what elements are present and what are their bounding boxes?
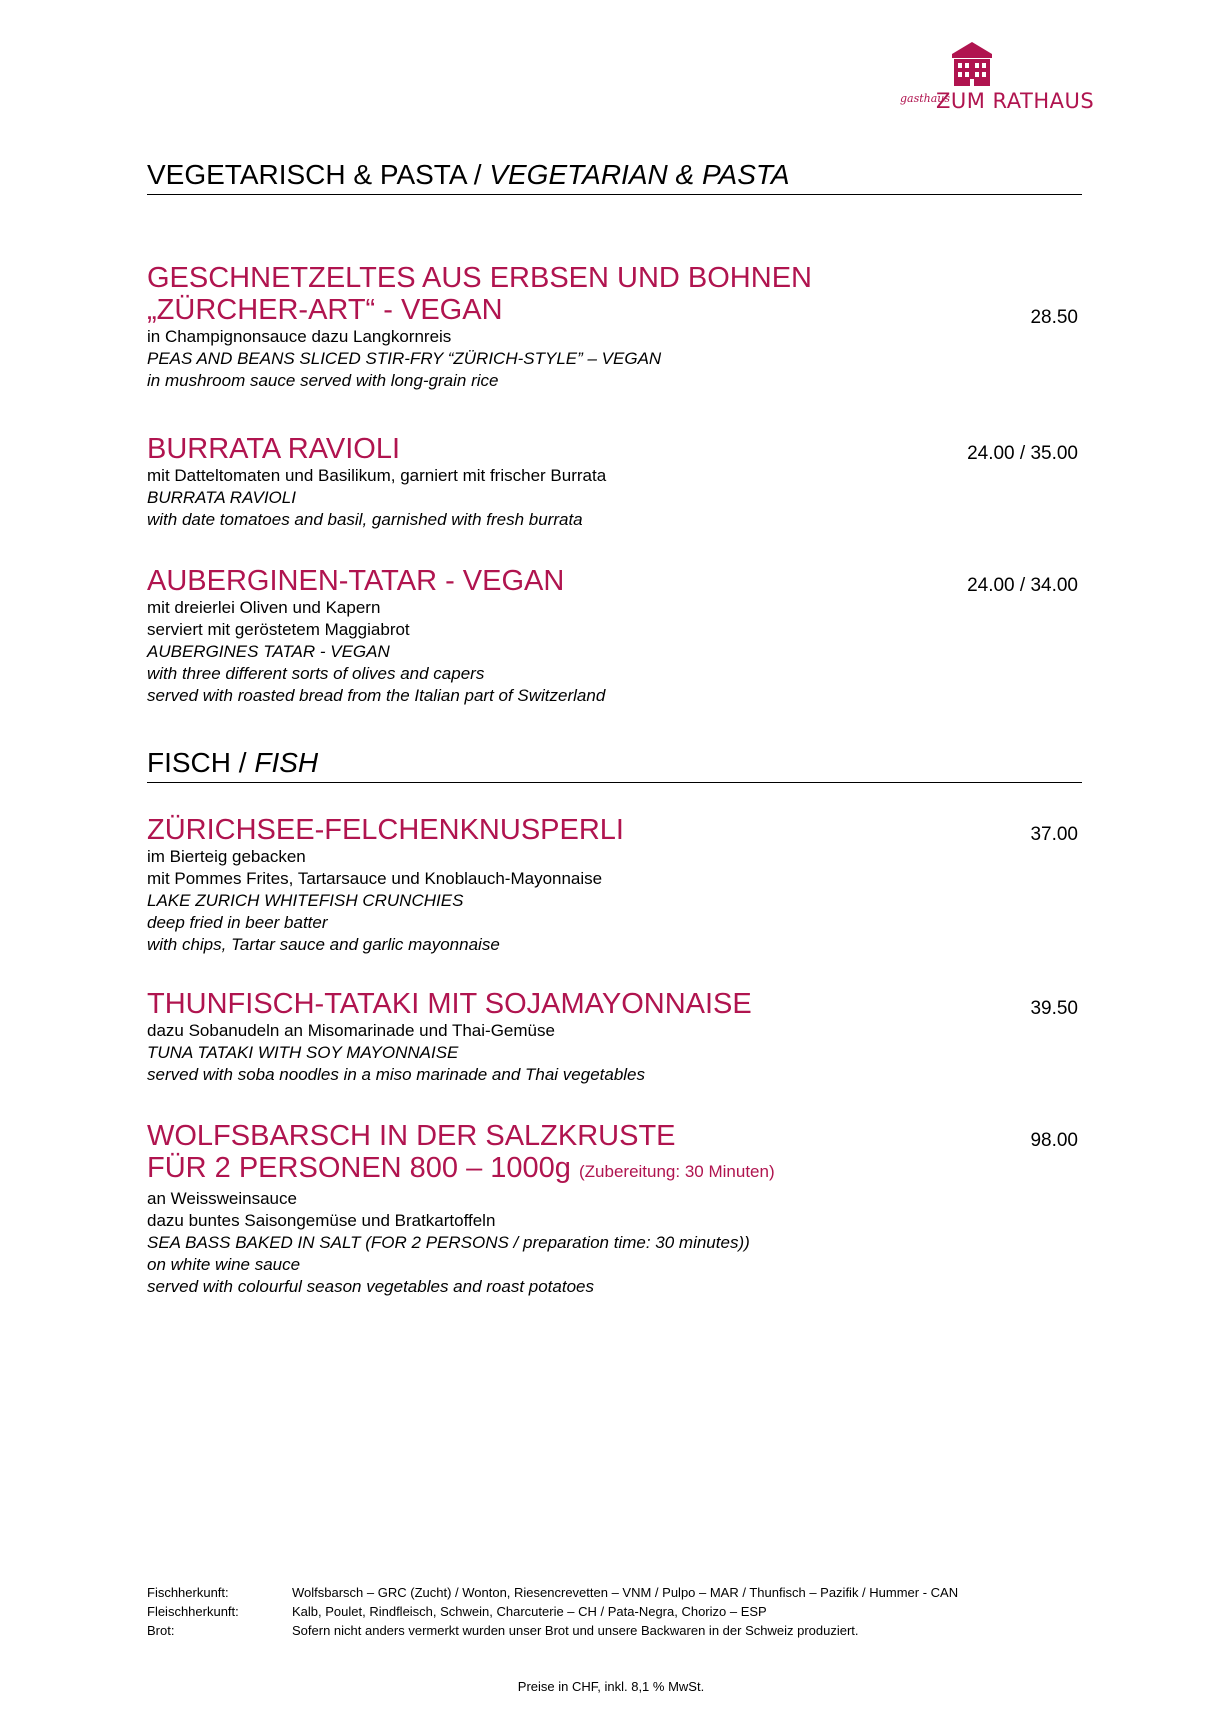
menu-item [147,1120,1082,1298]
menu-item [147,262,1082,392]
item-name-line: WOLFSBARSCH IN DER SALZKRUSTE [147,1120,676,1152]
item-description-en: served with colourful season vegetables and roast potatoes [147,1277,594,1296]
menu-item [147,433,1082,531]
item-price: 24.00 / 35.00 [967,443,1078,464]
logo-subtitle: gasthaus [900,92,951,105]
item-description-de: dazu buntes Saisongemüse und Bratkartoffeln [147,1211,496,1230]
building-icon [948,40,996,86]
item-description-en: deep fried in beer batter [147,913,328,932]
item-name: ZÜRICHSEE-FELCHENKNUSPERLI [147,814,624,846]
item-description-en: served with soba noodles in a miso marinade and Thai vegetables [147,1065,646,1084]
footer-label: Fleischherkunft: [147,1604,239,1619]
item-name [147,1120,1082,1188]
menu-item [147,565,1082,707]
item-price: 24.00 / 34.00 [967,575,1078,596]
footer-text: Sofern nicht anders vermerkt wurden unser Brot und unsere Backwaren in der Schweiz produziert. [292,1623,859,1638]
item-description-de: mit dreierlei Oliven und Kapern [147,598,381,617]
section-title-en: VEGETARIAN & PASTA [489,159,790,190]
menu-item [147,988,1082,1086]
footer-row [147,1602,958,1621]
logo-name: ZUM RATHAUS [936,89,1095,113]
footer-text: Wolfsbarsch – GRC (Zucht) / Wonton, Riesencrevetten – VNM / Pulpo – MAR / Thunfisch – Pazifik / Hummer - CAN [292,1585,959,1600]
section-title-de: FISCH / [147,747,247,778]
footer-label: Brot: [147,1623,175,1638]
item-name [147,262,1082,326]
item-description-en: SEA BASS BAKED IN SALT (FOR 2 PERSONS / preparation time: 30 minutes)) [147,1233,750,1252]
item-description-de: im Bierteig gebacken [147,847,306,866]
restaurant-logo [900,40,1100,120]
item-name-line: GESCHNETZELTES AUS ERBSEN UND BOHNEN [147,262,812,294]
footer-row [147,1621,958,1640]
item-description-en: LAKE ZURICH WHITEFISH CRUNCHIES [147,891,464,910]
item-description-en: AUBERGINES TATAR - VEGAN [147,642,390,661]
section-title-de: VEGETARISCH & PASTA / [147,159,482,190]
item-price: 28.50 [1030,307,1078,328]
section-title-vegetarian [147,158,1082,195]
item-description-de: an Weissweinsauce [147,1189,297,1208]
item-description-de: in Champignonsauce dazu Langkornreis [147,327,452,346]
item-description-en: served with roasted bread from the Italian part of Switzerland [147,686,606,705]
item-description-de: mit Pommes Frites, Tartarsauce und Knoblauch-Mayonnaise [147,869,603,888]
item-price: 39.50 [1030,998,1078,1019]
item-description-en: with chips, Tartar sauce and garlic mayonnaise [147,935,500,954]
footer-label: Fischherkunft: [147,1585,229,1600]
item-name: THUNFISCH-TATAKI MIT SOJAMAYONNAISE [147,988,752,1020]
origin-footer [147,1583,958,1640]
footer-row [147,1583,958,1602]
item-name-line: „ZÜRCHER-ART“ - VEGAN [147,294,503,326]
item-description-en: on white wine sauce [147,1255,301,1274]
item-name-line [147,1152,1082,1188]
item-description-en: with date tomatoes and basil, garnished with fresh burrata [147,510,583,529]
item-name-text: FÜR 2 PERSONEN 800 – 1000g [147,1152,571,1184]
item-description-en: TUNA TATAKI WITH SOY MAYONNAISE [147,1043,459,1062]
item-name: AUBERGINEN-TATAR - VEGAN [147,565,565,597]
item-description-en: in mushroom sauce served with long-grain rice [147,371,499,390]
menu-item [147,814,1082,956]
item-name: BURRATA RAVIOLI [147,433,400,465]
item-description-de: mit Datteltomaten und Basilikum, garniert mit frischer Burrata [147,466,607,485]
item-price: 98.00 [1030,1130,1078,1151]
section-title-en: FISH [254,747,319,778]
preparation-time: (Zubereitung: 30 Minuten) [579,1162,775,1181]
footer-text: Kalb, Poulet, Rindfleisch, Schwein, Charcuterie – CH / Pata-Negra, Chorizo – ESP [292,1604,767,1619]
item-description-de: serviert mit geröstetem Maggiabrot [147,620,410,639]
section-title-fish [147,746,1082,783]
item-description-en: BURRATA RAVIOLI [147,488,296,507]
item-description-de: dazu Sobanudeln an Misomarinade und Thai-Gemüse [147,1021,555,1040]
vat-note: Preise in CHF, inkl. 8,1 % MwSt. [517,1679,705,1694]
item-price: 37.00 [1030,824,1078,845]
item-description-en: PEAS AND BEANS SLICED STIR-FRY “ZÜRICH-STYLE” – VEGAN [147,349,662,368]
item-description-en: with three different sorts of olives and capers [147,664,485,683]
